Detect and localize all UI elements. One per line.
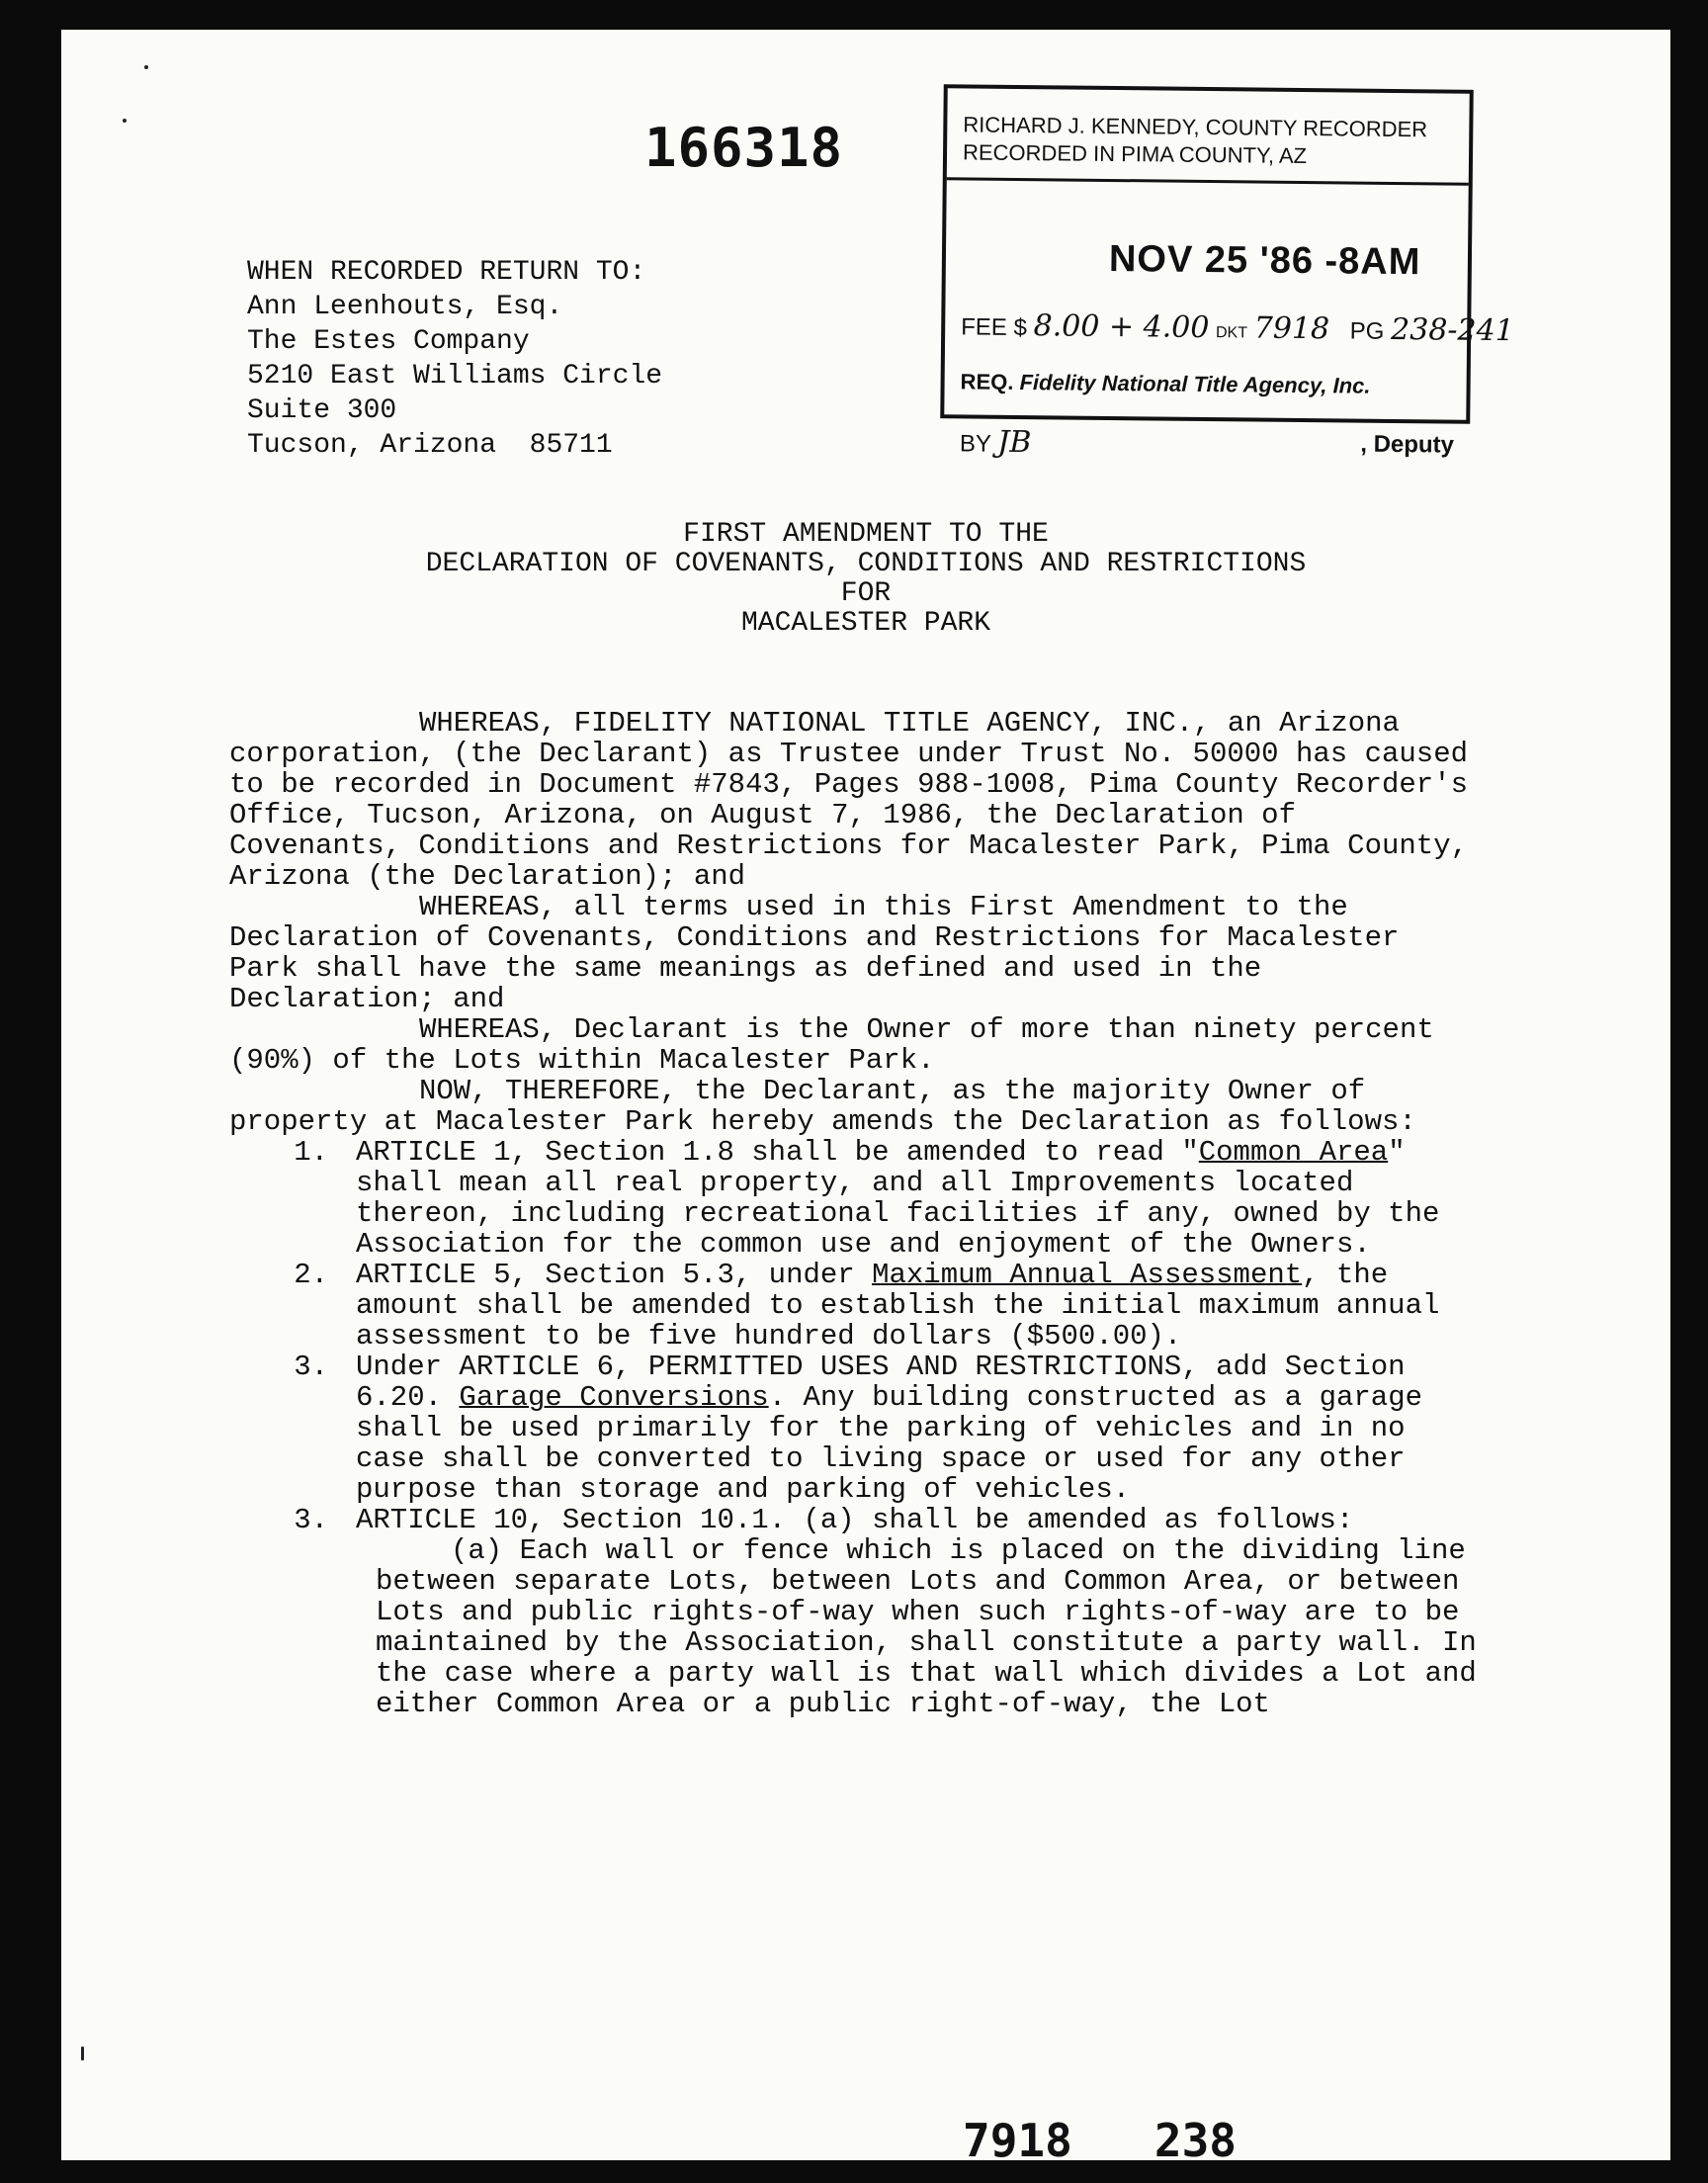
footer-page-number: 238 [1153,2114,1237,2160]
item-text [356,1352,1485,1505]
whereas-paragraph: WHEREAS, FIDELITY NATIONAL TITLE AGENCY, INC., an Arizona corporation, (the Declarant) as Trustee under Trust No. 50000 has caused to be recorded in Document #7843, Pages 988-1008, Pima County Recorder's Office, Tucson, Arizona, on August 7, 1986, the Declaration of Covenants, Conditions and Restrictions for Macalester Park, Pima County, Arizona (the Declaration); and [229,707,1469,893]
item-underlined-term: Common Area [1198,1136,1389,1169]
item-number: 3. [294,1504,328,1536]
item-text-pre: Under ARTICLE 6, PERMITTED USES AND RESTRICTIONS, add Section 6.20. [356,1351,1406,1414]
item-number: 3. [294,1351,328,1383]
pg-value: 238-241 [1390,311,1514,349]
stamp-date: NOV 25 '86 -8AM [1108,237,1421,284]
item-text-post: " shall mean all real property, and all Improvements located thereon, including recreational facilities if any, owned by the Association for the common use and enjoyment of the Owners. [356,1136,1440,1261]
item-text-pre: ARTICLE 5, Section 5.3, under [356,1259,873,1291]
subsection-a: (a) Each wall or fence which is placed on the dividing line between separate Lots, between Lots and Common Area, or between Lots and public rights-of-way when such rights-of-way are to be maintained by the Association, shall constitute a party wall. In the case where a party wall is that wall which divides a Lot and either Common Area or a public right-of-way, the Lot [376,1534,1477,1720]
stamp-divider [947,177,1469,186]
item-underlined-term: Garage Conversions [459,1381,769,1414]
title-line: MACALESTER PARK [740,608,991,639]
scan-speck [81,2047,84,2060]
now-therefore-paragraph: NOW, THEREFORE, the Declarant, as the majority Owner of property at Macalester Park hereby amends the Declaration as follows: [229,1075,1416,1138]
req-value: Fidelity National Title Agency, Inc. [1019,370,1371,398]
item-text-pre: ARTICLE 1, Section 1.8 shall be amended to read " [356,1136,1199,1169]
amendment-item [229,1137,1485,1260]
item-number: 1. [294,1136,328,1169]
item-text [356,1505,1485,1535]
item-text [356,1137,1485,1260]
document-page [61,30,1670,2160]
scan-speck [144,65,148,69]
book-page-footer [963,2114,1237,2160]
stamp-by-row [960,424,1032,460]
title-line: FOR [840,578,892,609]
item-text-post: , the amount shall be amended to establish the initial maximum annual assessment to be five hundred dollars ($500.00). [356,1259,1440,1353]
stamp-county-line: RECORDED IN PIMA COUNTY, AZ [962,139,1308,169]
by-signature: JB [997,424,1032,461]
stamp-fee-row [961,307,1514,348]
title-line: DECLARATION OF COVENANTS, CONDITIONS AND RESTRICTIONS [425,549,1307,579]
footer-book-number: 7918 [963,2114,1072,2160]
return-address-block [247,255,662,463]
return-line: 5210 East Williams Circle [247,361,663,392]
stamp-req-row [960,369,1370,398]
item-text-post: . Any building constructed as a garage shall be used primarily for the parking of vehicles and in no case shall be converted to living space or used for any other purpose than storage and parking of vehicles. [356,1381,1422,1506]
document-body [229,708,1485,1719]
whereas-paragraph: WHEREAS, all terms used in this First Amendment to the Declaration of Covenants, Conditions and Restrictions for Macalester Park shall have the same meanings as defined and used in the Declaration; and [229,891,1400,1015]
by-label: BY [959,430,991,458]
pg-label: PG [1349,317,1385,345]
fee-value: 8.00 + 4.00 [1033,308,1210,346]
return-heading: WHEN RECORDED RETURN TO: [247,257,646,288]
scan-speck [123,119,127,123]
title-line: FIRST AMENDMENT TO THE [683,519,1049,550]
amendment-item [229,1260,1485,1352]
item-text-pre: ARTICLE 10, Section 10.1. (a) shall be amended as follows: [356,1504,1354,1536]
dkt-value: 7918 [1253,310,1330,347]
whereas-paragraph: WHEREAS, Declarant is the Owner of more than ninety percent (90%) of the Lots within Macalester Park. [229,1013,1434,1077]
item-number: 2. [294,1259,328,1291]
amendment-item [229,1352,1485,1505]
document-title [61,520,1670,639]
document-number: 166318 [644,117,844,179]
return-line: The Estes Company [247,326,530,357]
req-label: REQ. [960,369,1014,394]
item-text [356,1260,1485,1352]
fee-label: FEE $ [961,313,1028,342]
deputy-label: , Deputy [1360,430,1455,459]
stamp-recorder-line: RICHARD J. KENNEDY, COUNTY RECORDER [963,112,1428,142]
dkt-label: DKT [1215,324,1248,342]
item-underlined-term: Maximum Annual Assessment [872,1259,1303,1291]
return-line: Suite 300 [247,395,397,426]
return-line: Ann Leenhouts, Esq. [247,292,563,322]
amendment-item [229,1505,1485,1535]
return-line: Tucson, Arizona 85711 [247,430,613,461]
recorder-stamp [940,84,1514,461]
